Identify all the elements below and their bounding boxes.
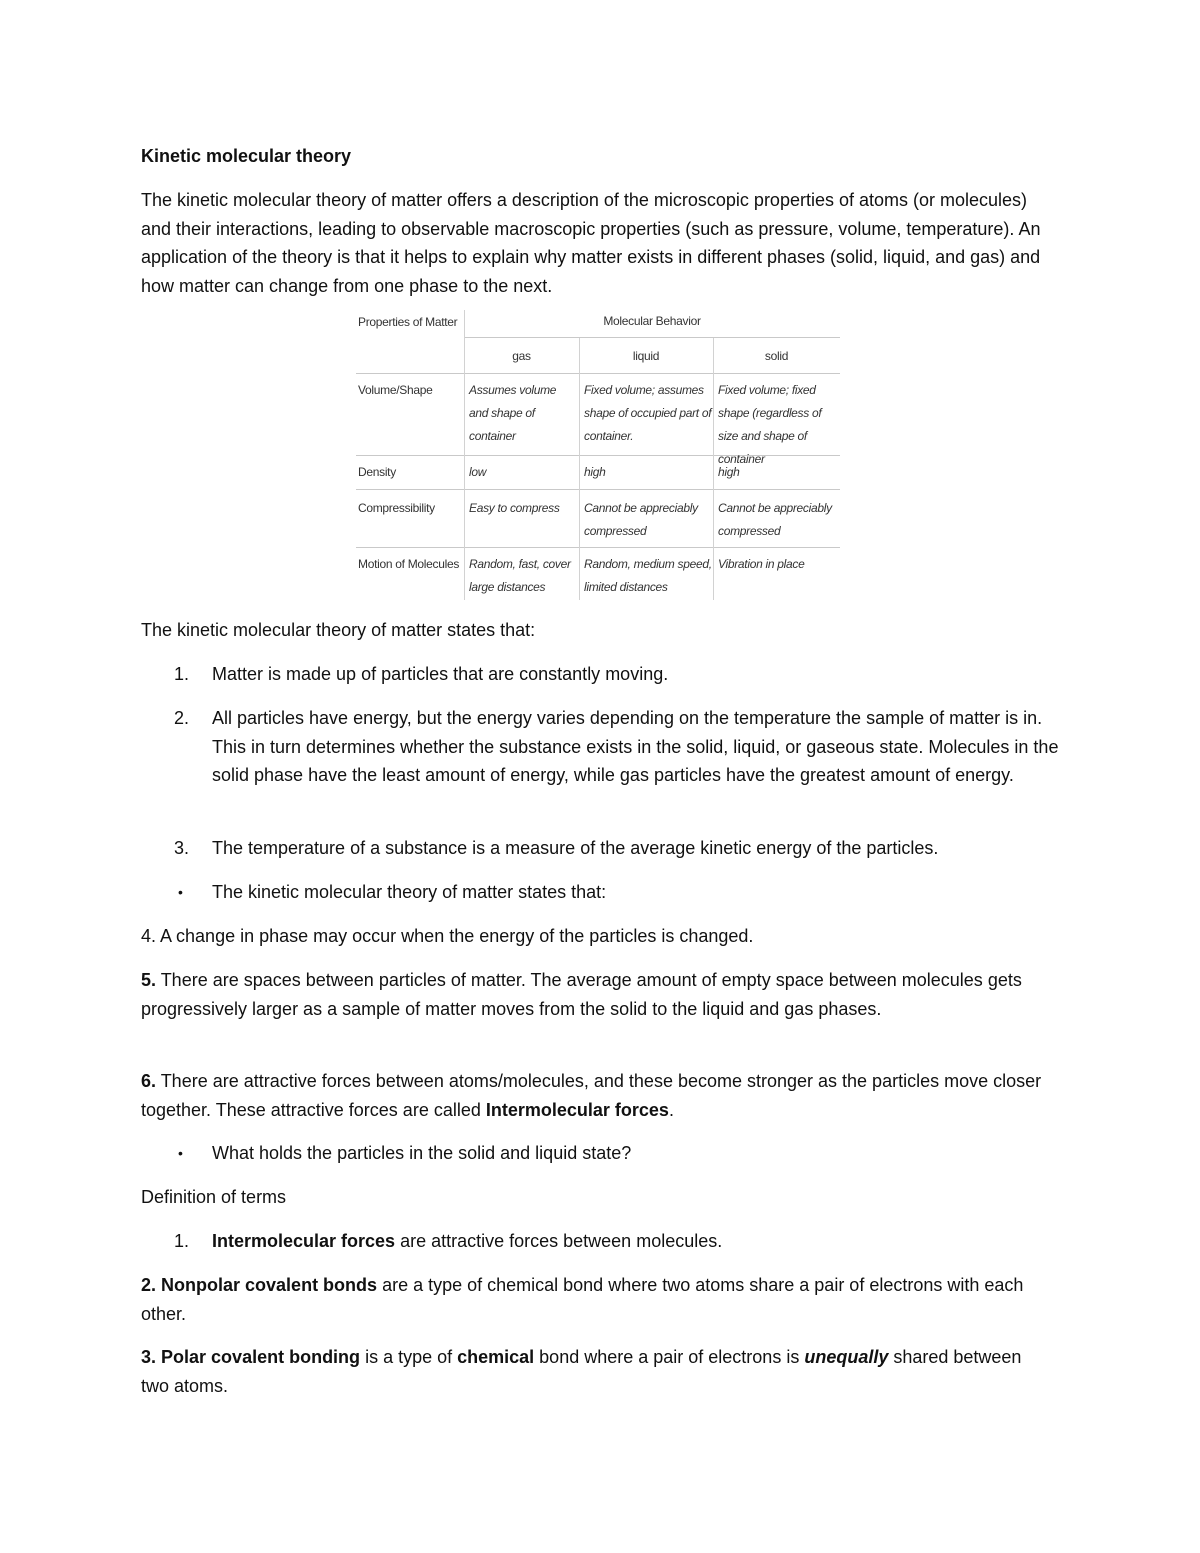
list-item: Matter is made up of particles that are constantly moving.	[212, 664, 669, 684]
table-cell: Fixed volume; assumes shape of occupied part of container.	[584, 383, 712, 443]
table-row-label: Density	[358, 465, 396, 479]
document-title: Kinetic molecular theory	[141, 146, 352, 166]
item-number: 6.	[141, 1071, 157, 1091]
bullet-item: The kinetic molecular theory of matter states that:	[212, 882, 607, 902]
item-6	[141, 1067, 1053, 1124]
table-header-properties: Properties of Matter	[358, 315, 458, 329]
item-number: 4.	[141, 926, 157, 946]
definition-text: shared between two atoms.	[141, 1347, 1022, 1396]
table-cell: low	[469, 465, 487, 479]
table-cell: high	[718, 465, 740, 479]
item-bold-term: Intermolecular forces	[485, 1099, 669, 1120]
list-item: All particles have energy, but the energy varies depending on the temperature the sample of matter is in. This in turn determines whether the substance exists in the solid, liquid, or gaseous state. Molecules in the solid phase have the least amount of energy, while gas particles have the greatest amount of energy.	[212, 708, 1059, 785]
table-cell: Cannot be appreciably compressed	[718, 501, 832, 538]
definition-1	[212, 1227, 1062, 1256]
table-cell: Easy to compress	[469, 501, 560, 515]
table-cell: Random, medium speed, limited distances	[584, 557, 712, 594]
item-text: There are spaces between particles of matter. The average amount of empty space between molecules gets progressively larger as a sample of matter moves from the solid to the liquid and gas phases.	[141, 970, 1022, 1019]
definition-number: 3.	[141, 1347, 157, 1367]
list-number: 1.	[174, 1231, 190, 1251]
table-cell: Random, fast, cover large distances	[469, 557, 571, 594]
item-5	[141, 966, 1053, 1023]
list-item: The temperature of a substance is a measure of the average kinetic energy of the particles.	[212, 838, 939, 858]
bullet-item: What holds the particles in the solid and liquid state?	[212, 1143, 632, 1163]
item-number: 5.	[141, 970, 157, 990]
definition-text: bond where a pair of electrons is	[534, 1347, 805, 1367]
item-text: There are attractive forces between atoms/molecules, and these become stronger as the particles move closer together. These attractive forces are called	[141, 1071, 1042, 1120]
list-number: 2.	[174, 708, 190, 728]
definition-text: is a type of	[360, 1347, 458, 1367]
definition-term: Intermolecular forces	[212, 1231, 396, 1251]
table-cell: Assumes volume and shape of container	[469, 383, 557, 443]
table-row-label: Volume/Shape	[358, 383, 433, 397]
table-header-liquid: liquid	[632, 349, 660, 363]
table-cell: Fixed volume; fixed shape (regardless of size and shape of container	[718, 383, 822, 466]
definition-term: Polar covalent bonding	[161, 1347, 361, 1367]
table-row-label: Compressibility	[358, 501, 435, 515]
bullet-icon: •	[178, 1145, 183, 1161]
list-number: 1.	[174, 664, 190, 684]
definition-text: are attractive forces between molecules.	[395, 1231, 723, 1251]
item-4	[141, 922, 1061, 951]
table-header-molecular-behavior: Molecular Behavior	[603, 314, 701, 328]
table-cell: Vibration in place	[718, 557, 805, 571]
definition-emphasis: unequally	[804, 1347, 889, 1367]
definition-term: Nonpolar covalent bonds	[161, 1275, 378, 1295]
bullet-icon: •	[178, 884, 183, 900]
table-row-label: Motion of Molecules	[358, 557, 460, 571]
table-cell: high	[584, 465, 606, 479]
table-header-solid: solid	[764, 349, 789, 363]
table-header-gas: gas	[512, 349, 531, 363]
definition-3	[141, 1343, 1031, 1400]
list-number: 3.	[174, 838, 190, 858]
definition-bold-word: chemical	[457, 1347, 535, 1367]
intro-paragraph: The kinetic molecular theory of matter offers a description of the microscopic properties of atoms (or molecules) and their interactions, leading to observable macroscopic properties (such as pressure, volume, temperature). An application of the theory is that it helps to explain why matter exists in different phases (solid, liquid, and gas) and how matter can change from one phase to the next.	[141, 190, 1041, 296]
definition-text: are a type of chemical bond where two atoms share a pair of electrons with each other.	[141, 1275, 1024, 1324]
item-text: A change in phase may occur when the energy of the particles is changed.	[156, 926, 754, 946]
definition-2	[141, 1271, 1056, 1328]
properties-table	[356, 310, 842, 600]
table-cell: Cannot be appreciably compressed	[584, 501, 698, 538]
item-end: .	[668, 1099, 674, 1120]
definition-number: 2.	[141, 1275, 157, 1295]
definitions-heading: Definition of terms	[141, 1187, 287, 1207]
states-intro: The kinetic molecular theory of matter states that:	[141, 620, 536, 640]
